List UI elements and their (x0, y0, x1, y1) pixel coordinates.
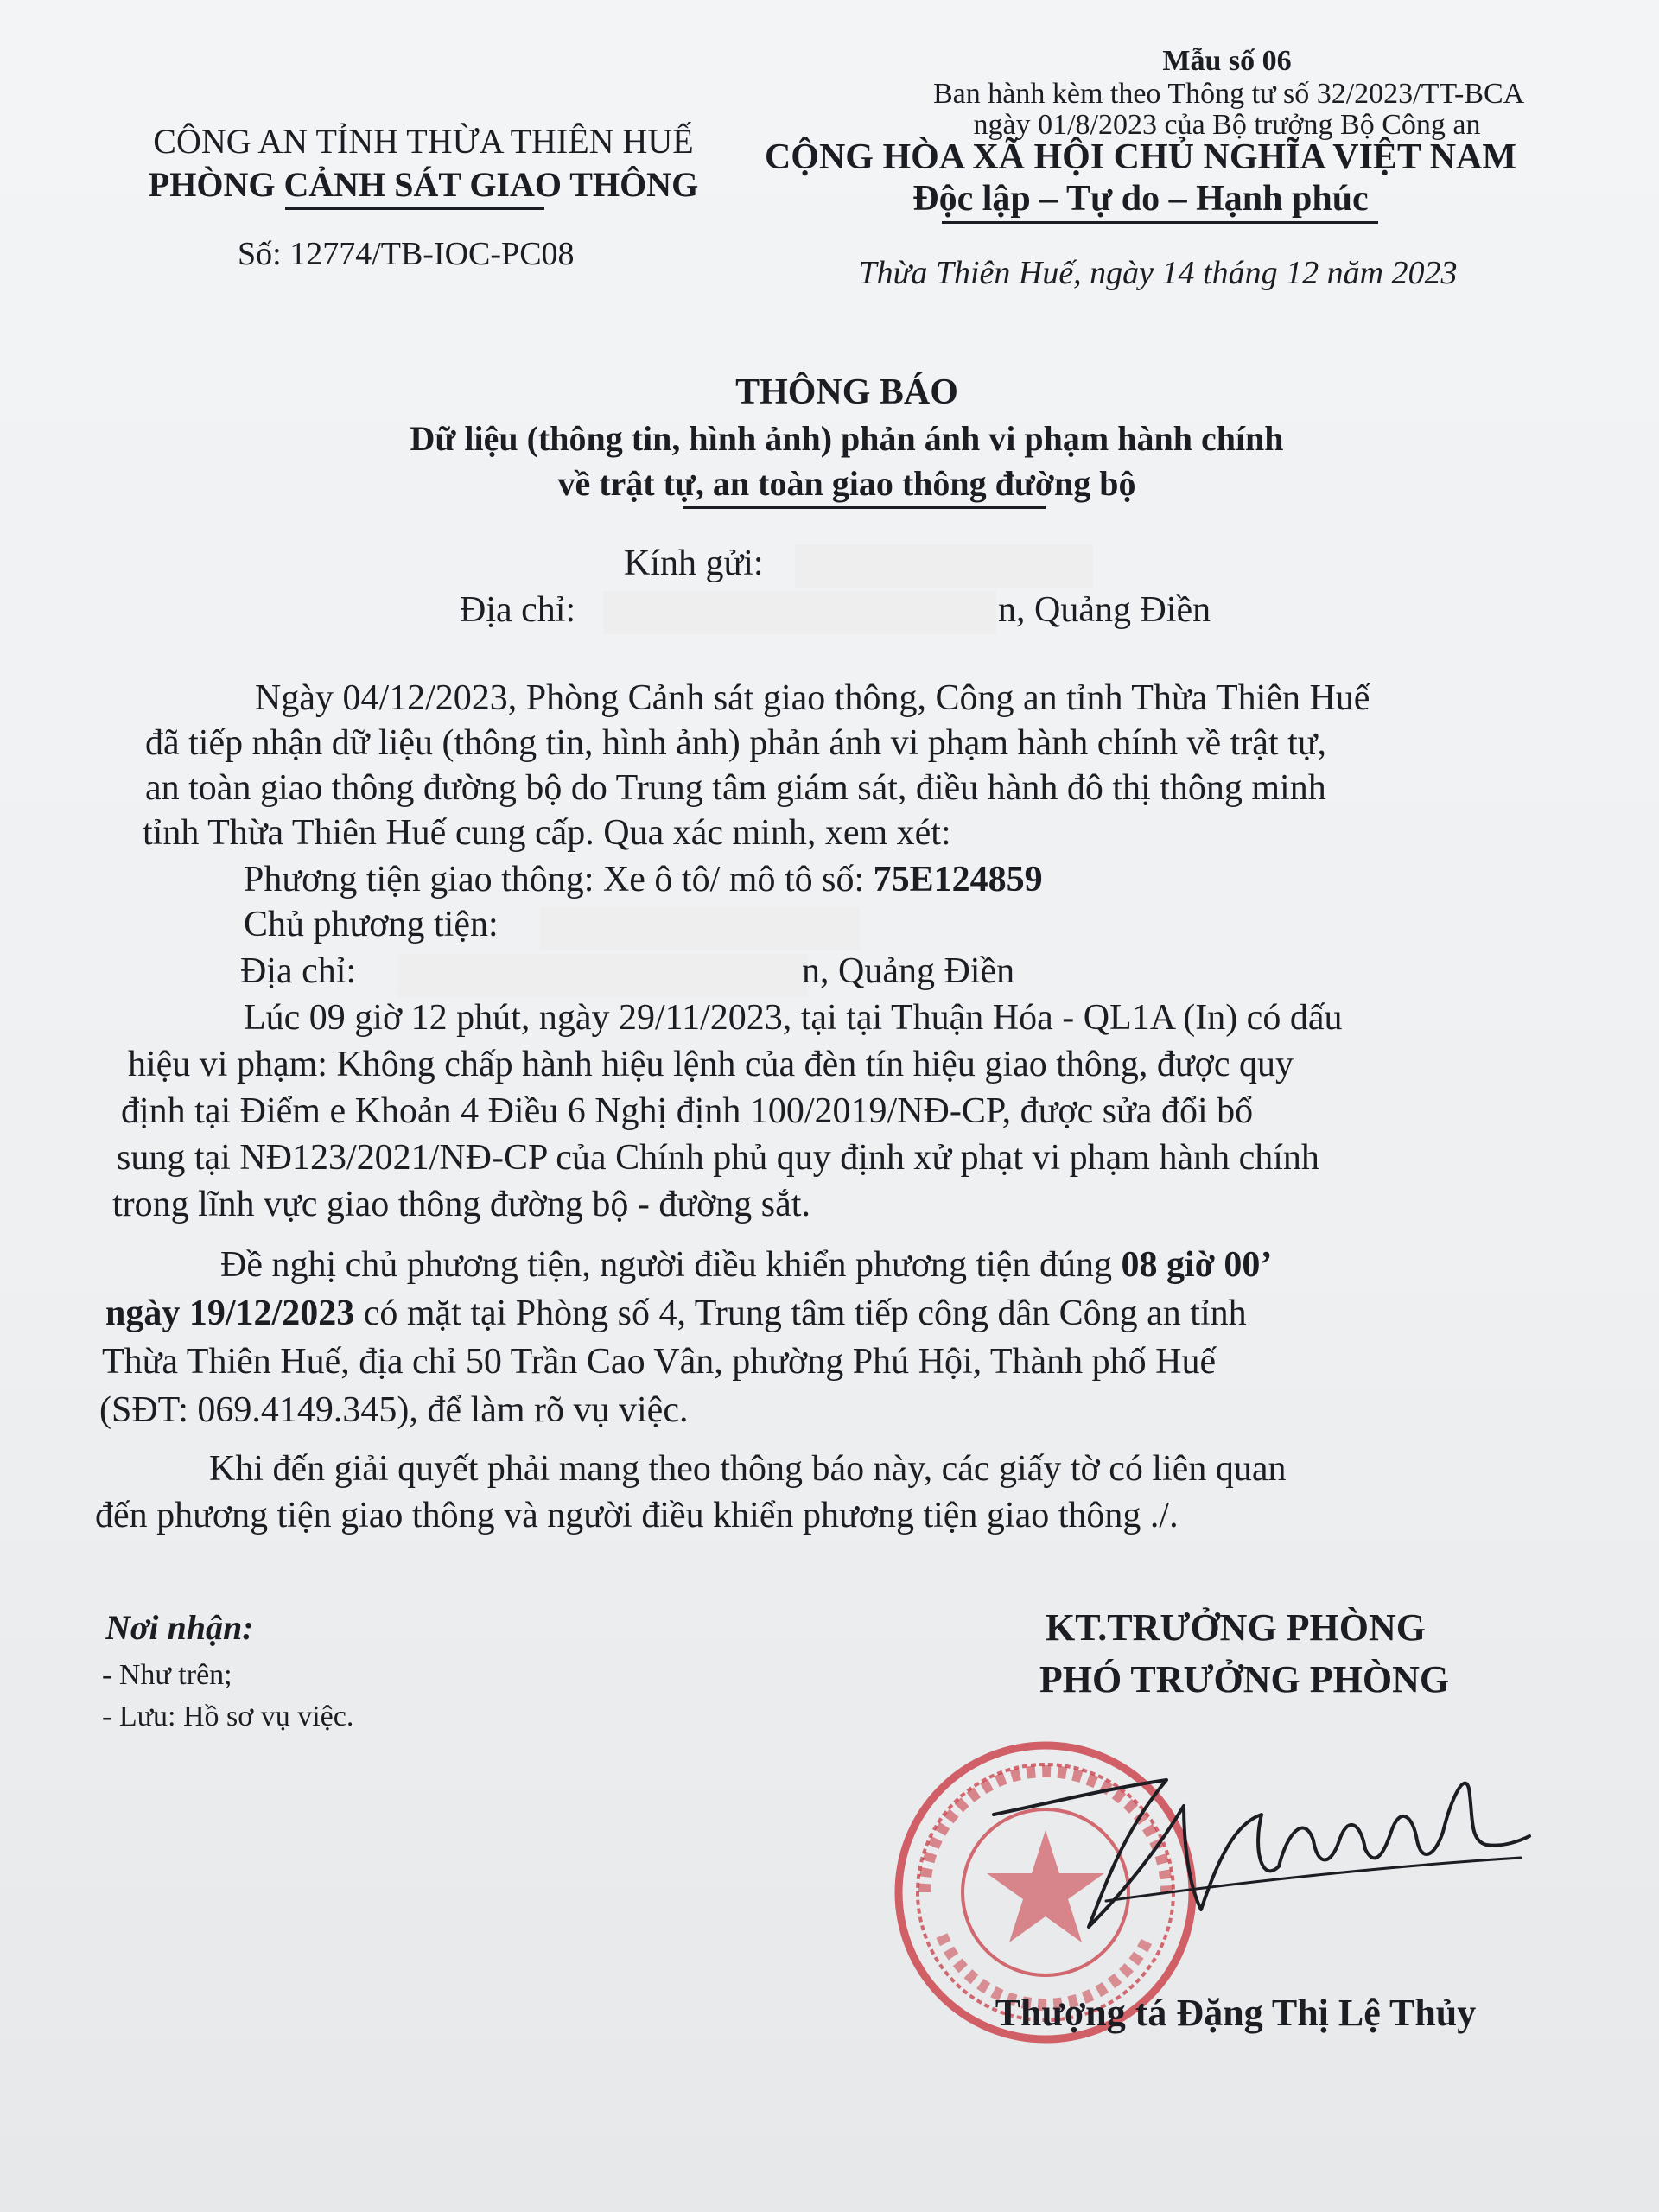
sign-title-2: PHÓ TRƯỞNG PHÒNG (1039, 1658, 1450, 1700)
notice-subtitle-1: Dữ liệu (thông tin, hình ảnh) phản ánh vi phạm hành chính (410, 419, 1284, 458)
agency-name: PHÒNG CẢNH SÁT GIAO THÔNG (148, 165, 699, 204)
owner-address-redacted (397, 954, 808, 997)
body-p1-line4: tỉnh Thừa Thiên Huế cung cấp. Qua xác minh, xem xét: (143, 813, 951, 853)
appointment-date: ngày 19/12/2023 (105, 1294, 355, 1333)
body-p3-line3: Thừa Thiên Huế, địa chỉ 50 Trần Cao Vân, phường Phú Hội, Thành phố Huế (102, 1342, 1217, 1382)
recipient-name-redacted (795, 544, 1093, 588)
national-motto: Độc lập – Tự do – Hạnh phúc (912, 179, 1369, 219)
body-p2-line5: trong lĩnh vực giao thông đường bộ - đường sắt. (112, 1185, 810, 1224)
country-name: CỘNG HÒA XÃ HỘI CHỦ NGHĨA VIỆT NAM (764, 137, 1517, 177)
vehicle-plate: 75E124859 (873, 860, 1043, 899)
body-p4-line1: Khi đến giải quyết phải mang theo thông báo này, các giấy tờ có liên quan (209, 1449, 1287, 1489)
recipient-item: - Lưu: Hồ sơ vụ việc. (102, 1700, 354, 1732)
sign-title-1: KT.TRƯỞNG PHÒNG (1046, 1606, 1426, 1649)
notice-subtitle-2: về trật tự, an toàn giao thông đường bộ (557, 464, 1136, 503)
owner-name-redacted (540, 907, 860, 950)
body-p3-line4: (SĐT: 069.4149.345), để làm rõ vụ việc. (99, 1390, 689, 1430)
title-underline (683, 506, 1046, 509)
place-date: Thừa Thiên Huế, ngày 14 tháng 12 năm 2023 (858, 255, 1458, 291)
owner-address-tail: n, Quảng Điền (802, 951, 1015, 991)
body-p1-line3: an toàn giao thông đường bộ do Trung tâm giám sát, điều hành đô thị thông minh (145, 768, 1326, 808)
notice-title: THÔNG BÁO (735, 372, 958, 412)
document-number: Số: 12774/TB-IOC-PC08 (238, 236, 575, 272)
form-issued-with: Ban hành kèm theo Thông tư số 32/2023/TT-BCA (933, 78, 1525, 110)
handwritten-signature (968, 1754, 1538, 1953)
body-p1-line1: Ngày 04/12/2023, Phòng Cảnh sát giao thông, Công an tỉnh Thừa Thiên Huế (255, 678, 1370, 718)
body-p1-line2: đã tiếp nhận dữ liệu (thông tin, hình ảnh) phản ánh vi phạm hành chính về trật tự, (145, 723, 1327, 763)
recipient-label: Kính gửi: (624, 543, 764, 583)
body-p2-line2: hiệu vi phạm: Không chấp hành hiệu lệnh của đèn tín hiệu giao thông, được quy (128, 1045, 1294, 1084)
vehicle-line (244, 859, 1043, 900)
motto-underline (942, 221, 1378, 224)
body-p3-line1 (220, 1244, 1272, 1286)
agency-parent: CÔNG AN TỈNH THỪA THIÊN HUẾ (153, 122, 694, 161)
appointment-time: 08 giờ 00’ (1121, 1245, 1273, 1285)
body-p2-line4: sung tại NĐ123/2021/NĐ-CP của Chính phủ quy định xử phạt vi phạm hành chính (117, 1138, 1319, 1178)
signer-name: Thượng tá Đặng Thị Lệ Thủy (995, 1992, 1477, 2034)
owner-address-label: Địa chỉ: (240, 951, 357, 991)
body-p2-line1: Lúc 09 giờ 12 phút, ngày 29/11/2023, tại tại Thuận Hóa - QL1A (In) có dấu (244, 998, 1343, 1038)
recipient-address-tail: n, Quảng Điền (998, 590, 1211, 630)
recipient-item: - Như trên; (102, 1659, 232, 1691)
form-issued-date: ngày 01/8/2023 của Bộ trưởng Bộ Công an (973, 109, 1481, 141)
body-p3-line2-text: có mặt tại Phòng số 4, Trung tâm tiếp công dân Công an tỉnh (363, 1294, 1247, 1333)
recipients-title: Nơi nhận: (105, 1608, 254, 1647)
body-p2-line3: định tại Điểm e Khoản 4 Điều 6 Nghị định 100/2019/NĐ-CP, được sửa đổi bổ (121, 1091, 1254, 1131)
vehicle-label: Phương tiện giao thông: Xe ô tô/ mô tô số: (244, 860, 865, 899)
body-p4-line2: đến phương tiện giao thông và người điều khiển phương tiện giao thông ./. (95, 1496, 1179, 1535)
body-p3-line1-text: Đề nghị chủ phương tiện, người điều khiển phương tiện đúng (220, 1245, 1112, 1285)
agency-underline (285, 207, 544, 210)
owner-label: Chủ phương tiện: (244, 905, 499, 944)
recipient-address-redacted (603, 591, 996, 634)
body-p3-line2 (105, 1293, 1247, 1334)
recipient-address-label: Địa chỉ: (460, 590, 576, 630)
form-number: Mẫu số 06 (1162, 45, 1292, 77)
